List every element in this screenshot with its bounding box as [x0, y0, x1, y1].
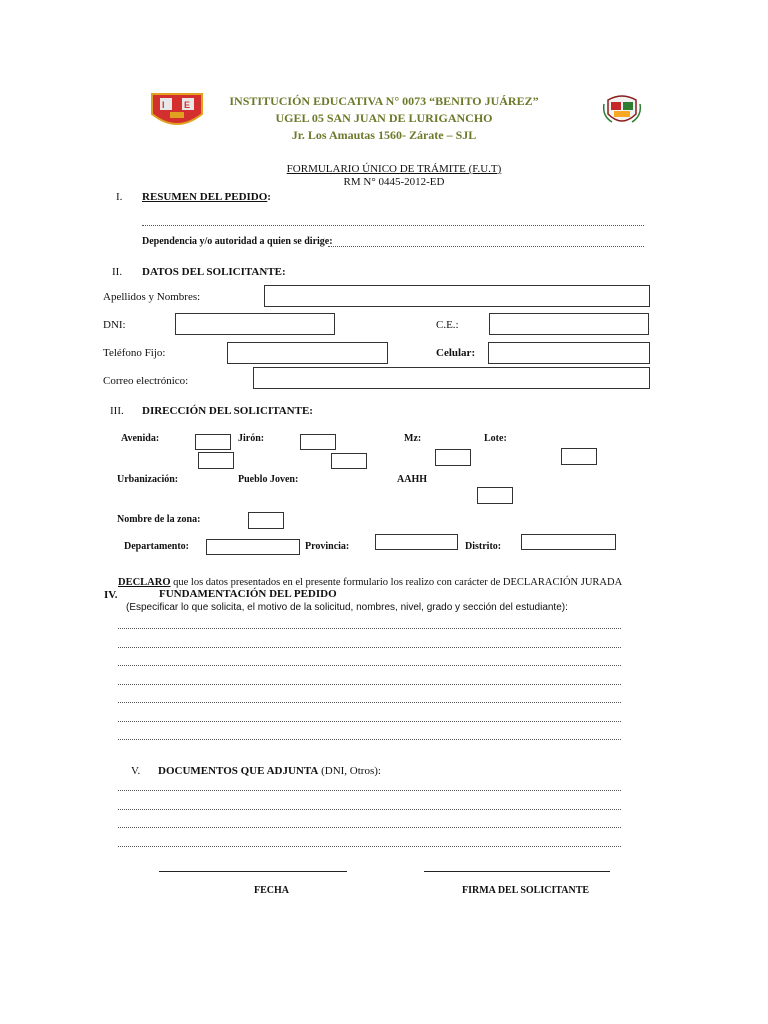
avenida-input[interactable]	[195, 434, 231, 450]
section-3-number: III.	[110, 405, 124, 417]
departamento-label: Departamento:	[124, 541, 189, 552]
avenida-label: Avenida:	[121, 433, 160, 444]
zona-input[interactable]	[248, 512, 284, 529]
declaro-text: que los datos presentados en el presente formulario los realizo con carácter de DECLARACIÓN JURADA	[173, 577, 623, 588]
pueblo-joven-label: Pueblo Joven:	[238, 474, 299, 485]
section-1-number: I.	[116, 191, 123, 203]
firma-label: FIRMA DEL SOLICITANTE	[462, 885, 590, 896]
fundamentacion-line-3[interactable]	[118, 665, 621, 666]
section-5-title-text: DOCUMENTOS QUE ADJUNTA	[158, 765, 319, 777]
mz-input[interactable]	[435, 449, 471, 466]
jiron-label: Jirón:	[238, 433, 265, 444]
form-subtitle: RM N° 0445-2012-ED	[343, 176, 445, 188]
fundamentacion-line-6[interactable]	[118, 721, 621, 722]
header-ugel: UGEL 05 SAN JUAN DE LURIGANCHO	[275, 111, 493, 125]
distrito-input[interactable]	[521, 534, 616, 550]
section-1-title-text: RESUMEN DEL PEDIDO	[142, 191, 268, 203]
correo-input[interactable]	[253, 367, 650, 389]
firma-signature-line[interactable]	[424, 871, 610, 872]
dependencia-label: Dependencia y/o autoridad a quien se dirige:	[142, 236, 333, 247]
celular-input[interactable]	[488, 342, 650, 364]
zona-label: Nombre de la zona:	[117, 514, 201, 525]
dni-input[interactable]	[175, 313, 335, 335]
section-1-title	[142, 191, 271, 203]
section-1-colon: :	[267, 191, 271, 203]
jiron-number-input[interactable]	[331, 453, 367, 469]
documentos-line-4[interactable]	[118, 846, 621, 847]
provincia-input[interactable]	[375, 534, 458, 550]
fundamentacion-line-2[interactable]	[118, 647, 621, 648]
fundamentacion-line-7[interactable]	[118, 739, 621, 740]
celular-label: Celular:	[436, 347, 476, 359]
mz-label: Mz:	[404, 433, 422, 444]
lote-label: Lote:	[484, 433, 507, 444]
ce-input[interactable]	[489, 313, 649, 335]
departamento-input[interactable]	[206, 539, 300, 555]
section-2-title: DATOS DEL SOLICITANTE:	[142, 266, 286, 278]
dni-label: DNI:	[103, 319, 126, 331]
section-4-title: FUNDAMENTACIÓN DEL PEDIDO	[159, 588, 337, 600]
ce-label: C.E.:	[436, 319, 459, 331]
declaro-statement	[118, 577, 622, 588]
apellidos-label: Apellidos y Nombres:	[103, 291, 201, 303]
fundamentacion-line-5[interactable]	[118, 702, 621, 703]
lote-input[interactable]	[561, 448, 597, 465]
section-4-hint: (Especificar lo que solicita, el motivo de la solicitud, nombres, nivel, grado y sección del estudiante):	[126, 602, 568, 613]
fundamentacion-line-1[interactable]	[118, 628, 621, 629]
dependencia-line[interactable]	[328, 246, 644, 247]
section-4-number: IV.	[104, 589, 118, 601]
fundamentacion-line-4[interactable]	[118, 684, 621, 685]
provincia-label: Provincia:	[305, 541, 350, 552]
avenida-number-input[interactable]	[198, 452, 234, 469]
section-3-title: DIRECCIÓN DEL SOLICITANTE:	[142, 405, 313, 417]
section-5-number: V.	[131, 765, 141, 777]
jiron-input[interactable]	[300, 434, 336, 450]
aahh-label: AAHH	[397, 474, 427, 485]
correo-label: Correo electrónico:	[103, 375, 189, 387]
header-address: Jr. Los Amautas 1560- Zárate – SJL	[291, 128, 477, 142]
resumen-pedido-line[interactable]	[142, 225, 644, 226]
documentos-line-2[interactable]	[118, 809, 621, 810]
svg-text:I: I	[162, 100, 165, 110]
form-title: FORMULARIO ÚNICO DE TRÁMITE (F.U.T)	[286, 163, 502, 175]
section-5-title	[158, 765, 381, 777]
header-institution: INSTITUCIÓN EDUCATIVA N° 0073 “BENITO JUÁREZ”	[229, 94, 539, 108]
telefono-input[interactable]	[227, 342, 388, 364]
urbanizacion-label: Urbanización:	[117, 474, 179, 485]
fecha-label: FECHA	[254, 885, 289, 896]
section-2-number: II.	[112, 266, 123, 278]
declaro-word: DECLARO	[118, 577, 171, 588]
documentos-line-3[interactable]	[118, 827, 621, 828]
distrito-label: Distrito:	[465, 541, 502, 552]
svg-text:E: E	[184, 100, 191, 110]
fecha-signature-line[interactable]	[159, 871, 347, 872]
aahh-input[interactable]	[477, 487, 513, 504]
section-5-hint: (DNI, Otros):	[321, 765, 381, 777]
telefono-label: Teléfono Fijo:	[103, 347, 166, 359]
documentos-line-1[interactable]	[118, 790, 621, 791]
apellidos-input[interactable]	[264, 285, 650, 307]
